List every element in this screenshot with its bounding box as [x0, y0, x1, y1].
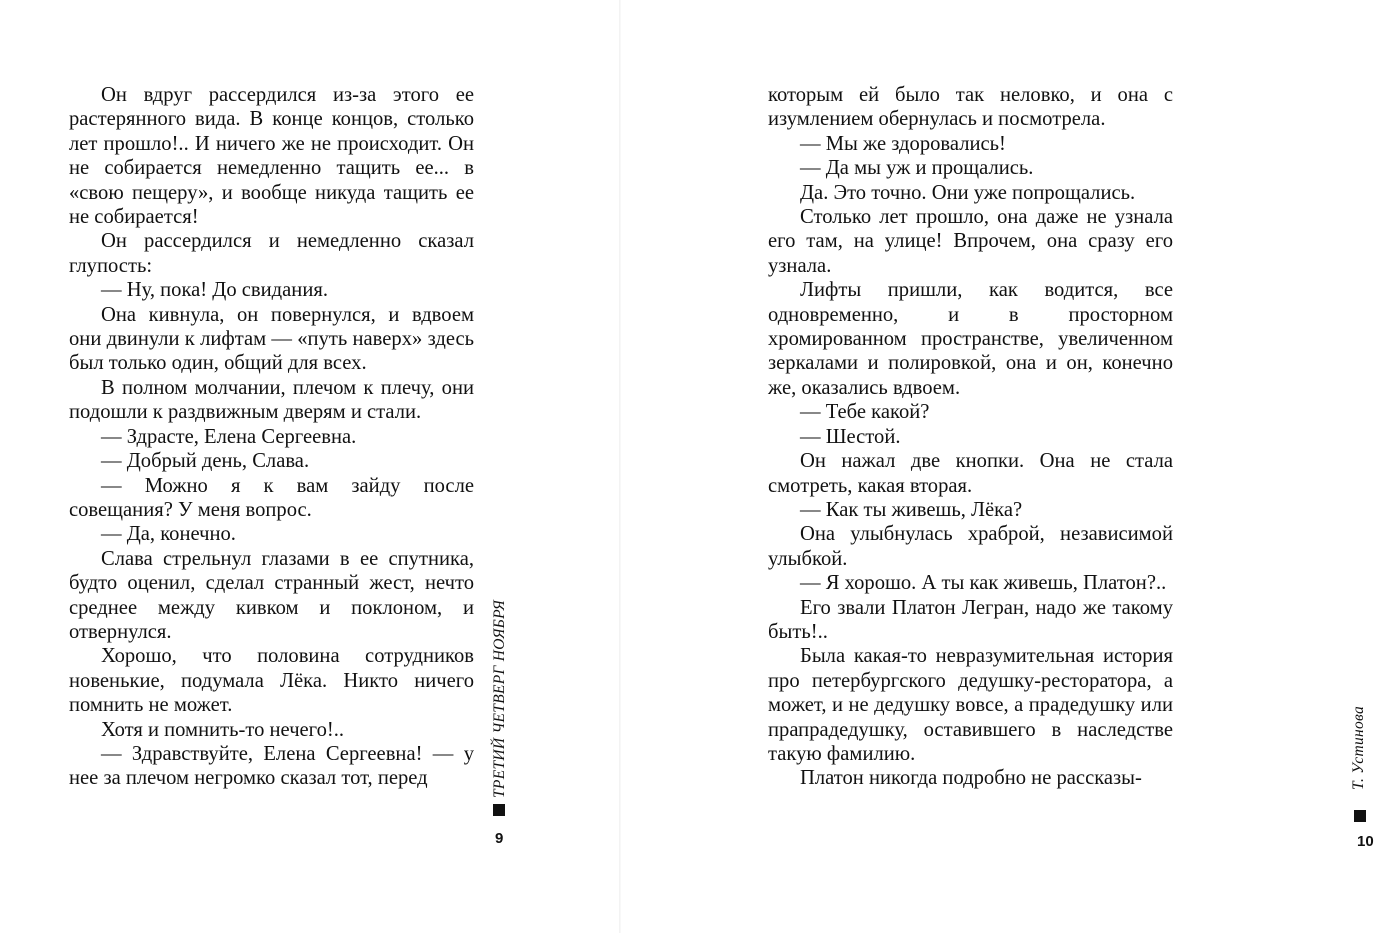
paragraph: — Здрасте, Елена Сергеевна.: [101, 425, 357, 448]
paragraph: В полном молчании, плечом к плечу, они подошли к раздвижным дверям и стали.: [69, 376, 474, 424]
paragraph: Столько лет прошло, она даже не узнала его там, на улице! Впрочем, она сразу его узнала.: [768, 206, 1173, 277]
paragraph: — Да мы уж и прощались.: [800, 157, 1034, 180]
paragraph: Она кивнула, он повернулся, и вдвоем они двинули к лифтам — «путь наверх» здесь был только один, общий для всех.: [69, 303, 474, 375]
paragraph: — Я хорошо. А ты как живешь, Платон?..: [800, 572, 1167, 595]
paragraph: — Здравствуйте, Елена Сергеевна! — у нее за плечом негромко сказал тот, перед: [69, 742, 474, 790]
page-number: 10: [1357, 833, 1374, 850]
page-marker-square: [493, 804, 505, 816]
paragraph-continuation: которым ей было так неловко, и она с изумлением обернулась и посмотрела.: [768, 84, 1173, 131]
running-head-author: Т. Устинова: [1350, 705, 1367, 790]
paragraph: — Ну, пока! До свидания.: [101, 279, 328, 302]
paragraph: Он вдруг рассердился из-за этого ее растерянного вида. В конце концов, столько лет прошло!.. И ничего же не происходит. Он не собирается немедленно тащить ее... в «свою пещеру», и вообще никуда тащить ее не собирается!: [69, 84, 474, 229]
paragraph: Хотя и помнить-то нечего!..: [101, 718, 345, 741]
paragraph: Слава стрельнул глазами в ее спутника, будто оценил, сделал странный жест, нечто среднее между кивком и поклоном, и отвернулся.: [69, 547, 474, 643]
paragraph: — Можно я к вам зайду после совещания? У меня вопрос.: [69, 474, 474, 521]
paragraph: — Шестой.: [800, 425, 901, 448]
paragraph: Лифты пришли, как водится, все одновременно, и в просторном хромированном пространстве, увеличенном зеркалами и полировкой, она и он, конечно же, оказались вдвоем.: [768, 279, 1173, 399]
paragraph: Платон никогда подробно не рассказы-: [800, 767, 1142, 790]
left-page: [0, 0, 620, 933]
right-page-text: [768, 83, 1173, 791]
paragraph: Хорошо, что половина сотрудников новенькие, подумала Лёка. Никто ничего помнить не может.: [69, 645, 474, 717]
page-marker-square: [1354, 810, 1366, 822]
paragraph: — Мы же здоровались!: [800, 132, 1006, 155]
left-page-text: [69, 83, 474, 791]
running-head-title: ТРЕТИЙ ЧЕТВЕРГ НОЯБРЯ: [491, 599, 508, 798]
paragraph: Да. Это точно. Они уже попрощались.: [800, 181, 1136, 204]
page-number: 9: [495, 830, 504, 847]
paragraph: — Тебе какой?: [800, 401, 930, 424]
paragraph: — Да, конечно.: [101, 523, 236, 546]
right-page: [621, 0, 1374, 933]
paragraph: Она улыбнулась храброй, независимой улыбкой.: [768, 523, 1173, 570]
paragraph: Он нажал две кнопки. Она не стала смотреть, какая вторая.: [768, 450, 1173, 497]
paragraph: Он рассердился и немедленно сказал глупость:: [69, 230, 474, 277]
paragraph: Была какая-то невразумительная история про петербургского дедушку-ресторатора, а может, и не дедушку вовсе, а прадедушку или прапрадедушку, оставившего в наследстве такую фамилию.: [768, 645, 1173, 765]
paragraph: — Как ты живешь, Лёка?: [800, 498, 1023, 521]
paragraph: Его звали Платон Легран, надо же такому быть!..: [768, 596, 1173, 643]
paragraph: — Добрый день, Слава.: [101, 450, 310, 473]
